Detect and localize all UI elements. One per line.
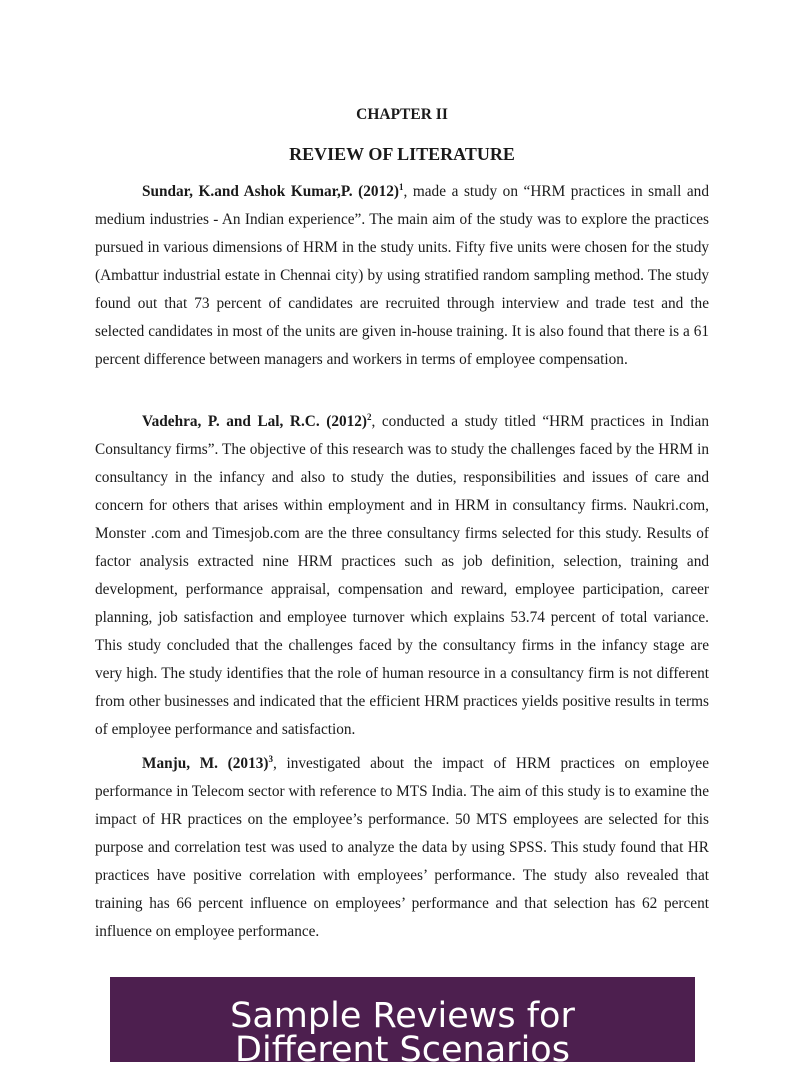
banner-title-line-2: Different Scenarios [235,1030,570,1062]
citation-author: Sundar, K.and Ashok Kumar,P. (2012) [142,183,399,200]
citation-author: Vadehra, P. and Lal, R.C. (2012) [142,413,368,430]
review-paragraph [95,408,709,744]
paragraph-text: , investigated about the impact of HRM practices on employee performance in Telecom sector with reference to MTS India. The aim of this study is to examine the impact of HR practices on the employee’s performance. 50 MTS employees are selected for this purpose and correlation test was used to analyze the data by using SPSS. This study found that HR practices have positive correlation with employees’ performance. The study also revealed that training has 66 percent influence on employees’ performance and that selection has 62 percent influence on employee performance. [95,755,709,940]
chapter-heading: CHAPTER II [356,106,448,123]
review-paragraph [95,750,709,946]
footnote-ref[interactable]: 3 [268,754,273,764]
sample-reviews-banner[interactable] [110,977,695,1062]
banner-title-line-1: Sample Reviews for [230,996,575,1036]
review-paragraph [95,178,709,374]
page-title: REVIEW OF LITERATURE [289,144,515,164]
footnote-ref[interactable]: 2 [367,412,372,422]
citation-author: Manju, M. (2013) [142,755,269,772]
bottom-margin [0,1062,804,1073]
footnote-ref[interactable]: 1 [398,182,404,192]
paragraph-text: , made a study on “HRM practices in small and medium industries - An Indian experience”. The main aim of the study was to explore the practices pursued in various dimensions of HRM in the study units. Fifty five units were chosen for the study (Ambattur industrial estate in Chennai city) by using stratified random sampling method. The study found out that 73 percent of candidates are recruited through interview and trade test and the selected candidates in most of the units are given in-house training. It is also found that there is a 61 percent difference between managers and workers in terms of employee compensation. [95,183,709,368]
banner-title [110,996,695,1062]
paragraph-text: , conducted a study titled “HRM practices in Indian Consultancy firms”. The objective of this research was to study the challenges faced by the HRM in consultancy in the infancy and also to study the duties, responsibilities and issues of care and concern for others that arises within employment and in HRM in consultancy firms. Naukri.com, Monster .com and Timesjob.com are the three consultancy firms selected for this study. Results of factor analysis extracted nine HRM practices such as job definition, selection, training and development, performance appraisal, compensation and reward, employee participation, career planning, job satisfaction and employee turnover which explains 53.74 percent of total variance. This study concluded that the challenges faced by the consultancy firms in the infancy stage are very high. The study identifies that the role of human resource in a consultancy firm is not different from other businesses and indicated that the efficient HRM practices yields positive results in terms of employee performance and satisfaction. [95,413,709,738]
